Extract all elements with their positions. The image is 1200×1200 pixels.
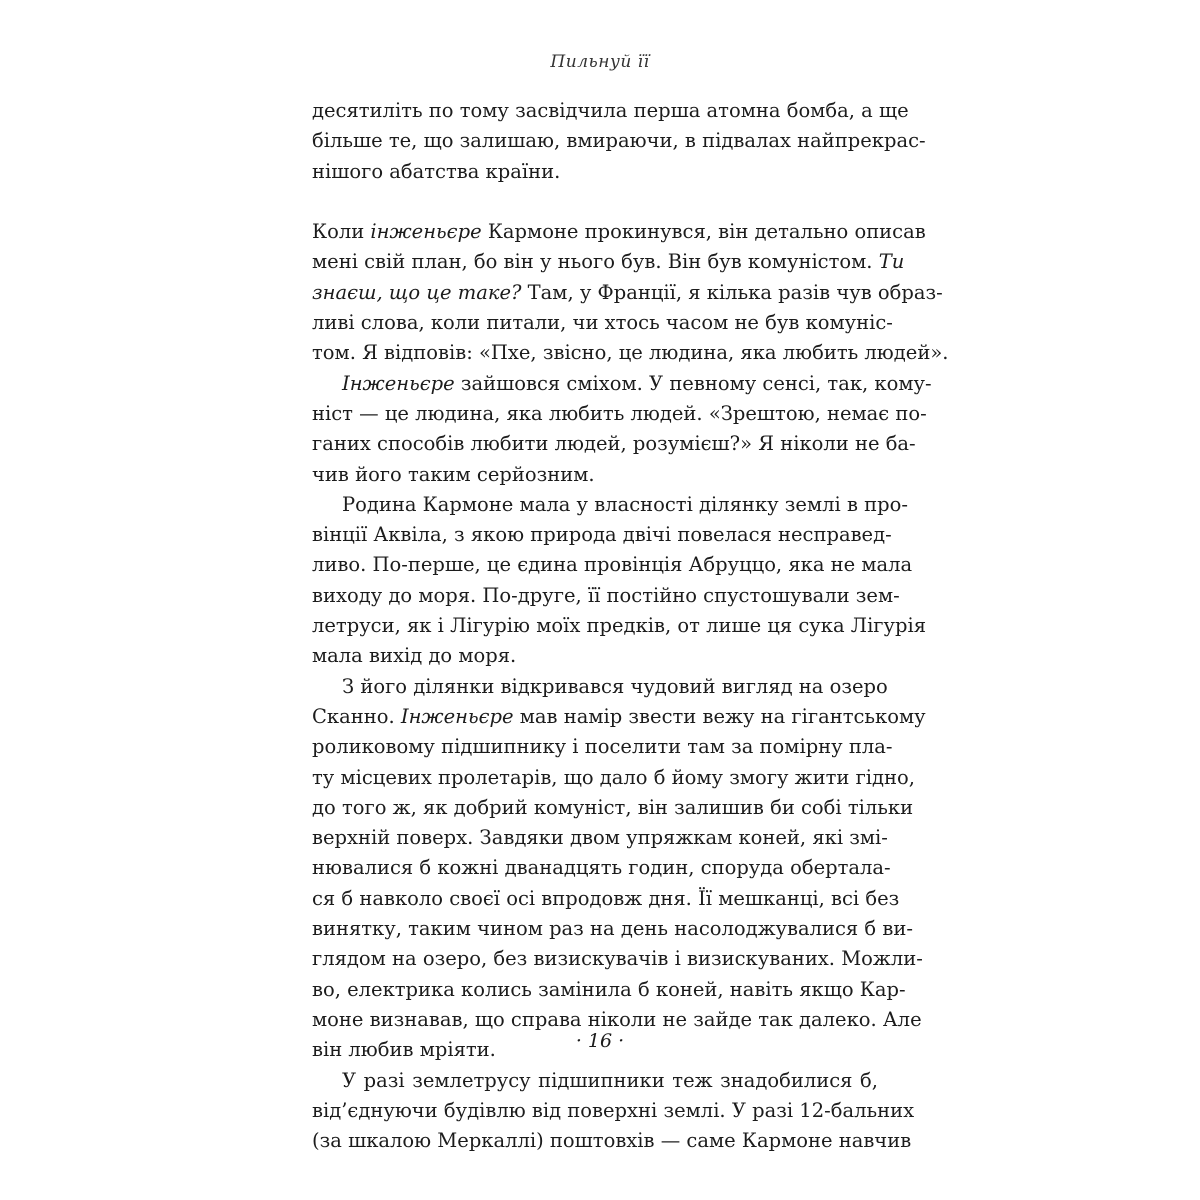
text-line: Коли інженьєре Кармоне прокинувся, він детально описав bbox=[312, 220, 926, 244]
running-head: Пильнуй її bbox=[550, 52, 650, 72]
text-line: ся б навколо своєї осі впродовж дня. Її мешканці, всі без bbox=[312, 886, 900, 910]
page-number: · 16 · bbox=[575, 1030, 625, 1052]
text-line: виходу до моря. По-друге, її постійно спустошували зем- bbox=[312, 583, 900, 607]
text-line: нювалися б кожні дванадцять годин, споруда обертала- bbox=[312, 856, 891, 880]
text-line: чив його таким серйозним. bbox=[312, 462, 595, 486]
text-line: Сканно. Інженьєре мав намір звести вежу на гігантському bbox=[312, 704, 926, 728]
text-line: роликовому підшипнику і поселити там за помірну пла- bbox=[312, 735, 893, 759]
text-line: У разі землетрусу підшипники теж знадобилися б, bbox=[342, 1068, 878, 1092]
text-line: до того ж, як добрий комуніст, він залишив би собі тільки bbox=[312, 795, 914, 819]
text-line: верхній поверх. Завдяки двом упряжкам коней, які змі- bbox=[312, 826, 888, 850]
text-line: том. Я відповів: «Пхе, звісно, це людина, яка любить людей». bbox=[312, 341, 949, 365]
text-line: ливі слова, коли питали, чи хтось часом не був комуніс- bbox=[312, 311, 893, 335]
text-line: З його ділянки відкривався чудовий вигляд на озеро bbox=[342, 674, 888, 698]
text-line: більше те, що залишаю, вмираючи, в підвалах найпрекрас- bbox=[312, 129, 926, 153]
text-line: во, електрика колись замінила б коней, навіть якщо Кар- bbox=[312, 977, 906, 1001]
body-text bbox=[312, 96, 949, 1156]
text-line: знаєш, що це таке? Там, у Франції, я кілька разів чув образ- bbox=[312, 280, 943, 304]
text-line: він любив мріяти. bbox=[312, 1038, 496, 1062]
text-line: моне визнавав, що справа ніколи не зайде так далеко. Але bbox=[312, 1007, 922, 1031]
text-line: летруси, як і Лігурію моїх предків, от лише ця сука Лігурія bbox=[312, 614, 927, 638]
paragraph-gap bbox=[312, 187, 878, 217]
text-line: ніст — це людина, яка любить людей. «Зрештою, немає по- bbox=[312, 401, 927, 425]
text-line: ту місцевих пролетарів, що дало б йому змогу жити гідно, bbox=[312, 765, 915, 789]
text-line: мені свій план, бо він у нього був. Він був комуністом. Ти bbox=[312, 250, 905, 274]
text-line: Родина Кармоне мала у власності ділянку землі в про- bbox=[342, 492, 908, 516]
text-line: ганих способів любити людей, розумієш?» Я ніколи не ба- bbox=[312, 432, 916, 456]
text-line: глядом на озеро, без визискувачів і визискуваних. Можли- bbox=[312, 947, 923, 971]
text-line: винятку, таким чином раз на день насолоджувалися б ви- bbox=[312, 917, 913, 941]
text-line: нішого абатства країни. bbox=[312, 159, 561, 183]
text-line: Інженьєре зайшовся сміхом. У певному сенсі, так, кому- bbox=[342, 371, 932, 395]
text-line: вінції Аквіла, з якою природа двічі повелася несправед- bbox=[312, 523, 892, 547]
text-line: (за шкалою Меркаллі) поштовхів — саме Кармоне навчив bbox=[312, 1129, 912, 1153]
text-line: десятиліть по тому засвідчила перша атомна бомба, а ще bbox=[312, 99, 909, 122]
text-line: ливо. По-перше, це єдина провінція Абруццо, яка не мала bbox=[312, 553, 913, 577]
text-line: від’єднуючи будівлю від поверхні землі. У разі 12-бальних bbox=[312, 1098, 915, 1122]
text-line: мала вихід до моря. bbox=[312, 644, 517, 668]
